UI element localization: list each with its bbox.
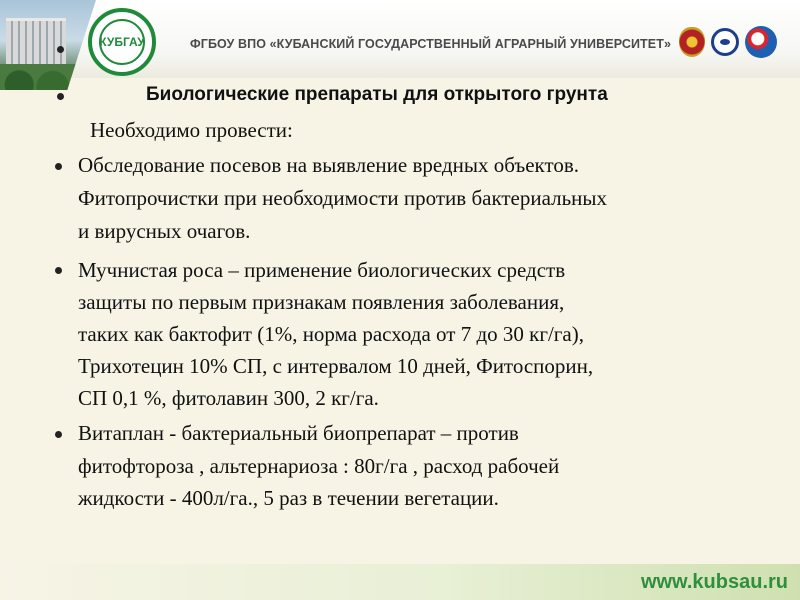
bullet-icon [55, 431, 62, 438]
bullet-icon [57, 93, 64, 100]
bullet-1-line-3: и вирусных очагов. [78, 219, 251, 243]
bullet-3-line-3: жидкости - 400л/га., 5 раз в течении вегетации. [78, 486, 499, 510]
website-link[interactable]: www.kubsau.ru [640, 571, 788, 593]
bullet-icon [55, 267, 62, 274]
logo-text: КУБГАУ [99, 19, 145, 65]
bullet-icon [55, 163, 62, 170]
bullet-2-line-1: Мучнистая роса – применение биологических средств [78, 258, 566, 282]
bullet-2-line-4: Трихотецин 10% СП, с интервалом 10 дней, Фитоспорин, [78, 354, 594, 378]
bullet-icon [57, 46, 64, 53]
bullet-3-line-2: фитофтороза , альтернариоза : 80г/га , расход рабочей [78, 454, 560, 478]
bullet-2-line-3: таких как бактофит (1%, норма расхода от 7 до 30 кг/га), [78, 322, 584, 346]
bullet-3-line-1: Витаплан - бактериальный биопрепарат – против [78, 421, 519, 445]
intro-text: Необходимо провести: [90, 118, 293, 142]
bullet-1-line-2: Фитопрочистки при необходимости против бактериальных [78, 186, 608, 210]
bullet-1-line-1: Обследование посевов на выявление вредных объектов. [78, 153, 580, 177]
organization-name: ФГБОУ ВПО «КУБАНСКИЙ ГОСУДАРСТВЕННЫЙ АГРАРНЫЙ УНИВЕРСИТЕТ» [190, 37, 671, 51]
bullet-2-line-5: СП 0,1 %, фитолавин 300, 2 кг/га. [78, 386, 379, 410]
slide-title: Биологические препараты для открытого грунта [146, 84, 608, 105]
bullet-2-line-2: защиты по первым признакам появления заболевания, [78, 290, 565, 314]
footer-band [0, 564, 800, 600]
